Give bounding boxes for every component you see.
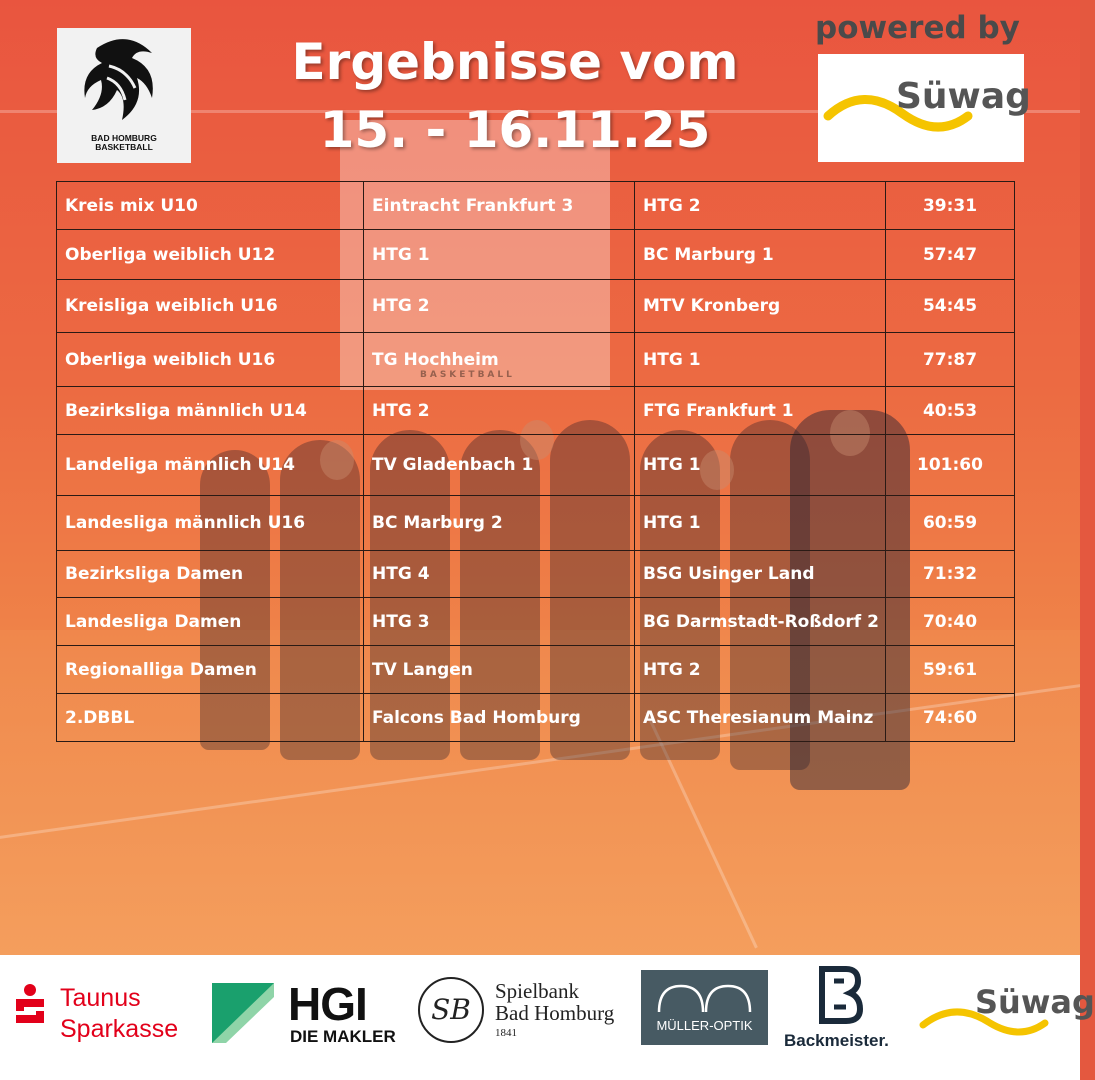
result-row [57,646,1015,694]
away-team-cell: BC Marburg 1 [635,230,886,280]
score-cell: 40:53 [886,387,1015,435]
score-cell: 71:32 [886,551,1015,598]
away-team-cell: HTG 1 [635,435,886,496]
away-team-cell: FTG Frankfurt 1 [635,387,886,435]
spielbank-year: 1841 [495,1027,517,1039]
league-cell: Landesliga Damen [57,598,364,646]
home-team-cell: HTG 1 [364,230,635,280]
league-cell: Oberliga weiblich U16 [57,333,364,387]
sparkasse-line1: Taunus [60,984,141,1012]
home-team-cell: HTG 2 [364,280,635,333]
score-cell: 57:47 [886,230,1015,280]
home-team-cell: TV Gladenbach 1 [364,435,635,496]
result-row [57,182,1015,230]
result-row [57,387,1015,435]
home-team-cell: Falcons Bad Homburg [364,694,635,742]
league-cell: 2.DBBL [57,694,364,742]
league-cell: Landeliga männlich U14 [57,435,364,496]
score-cell: 70:40 [886,598,1015,646]
powered-by-label: powered by [815,10,1020,46]
away-team-cell: ASC Theresianum Mainz [635,694,886,742]
suewag-header-word: Süwag [896,76,1031,117]
home-team-cell: HTG 3 [364,598,635,646]
page-title-line2: 15. - 16.11.25 [319,101,711,159]
club-logo [57,28,191,163]
league-cell: Landesliga männlich U16 [57,496,364,551]
home-team-cell: HTG 4 [364,551,635,598]
result-row [57,694,1015,742]
away-team-cell: HTG 2 [635,646,886,694]
away-team-cell: HTG 1 [635,333,886,387]
hgi-logo-sub: DIE MAKLER [290,1027,396,1046]
result-row [57,435,1015,496]
home-team-cell: Eintracht Frankfurt 3 [364,182,635,230]
score-cell: 77:87 [886,333,1015,387]
home-team-cell: BC Marburg 2 [364,496,635,551]
home-team-cell: HTG 2 [364,387,635,435]
result-row [57,496,1015,551]
eagle-icon [57,28,191,133]
league-cell: Bezirksliga Damen [57,551,364,598]
glasses-icon [641,974,768,1019]
page-title-line1: Ergebnisse vom [291,33,739,91]
mueller-optik-logo [641,970,768,1045]
hgi-logo-name: HGI [288,978,367,1030]
sponsor-footer [0,955,1095,1080]
away-team-cell: HTG 1 [635,496,886,551]
home-team-cell: TV Langen [364,646,635,694]
result-row [57,333,1015,387]
score-cell: 59:61 [886,646,1015,694]
hgi-mark-icon [212,983,274,1043]
league-cell: Oberliga weiblich U12 [57,230,364,280]
spielbank-line2: Bad Homburg [495,1001,615,1025]
sparkasse-s-icon [10,983,50,1036]
club-logo-line1: BAD HOMBURG [91,133,157,143]
result-row [57,280,1015,333]
score-cell: 74:60 [886,694,1015,742]
league-cell: Bezirksliga männlich U14 [57,387,364,435]
home-team-cell: TG Hochheim [364,333,635,387]
suewag-footer-word: Süwag [975,983,1095,1021]
club-logo-line2: BASKETBALL [95,142,153,152]
club-logo-text [57,134,191,152]
score-cell: 54:45 [886,280,1015,333]
league-cell: Kreisliga weiblich U16 [57,280,364,333]
suewag-header-logo [818,54,1031,162]
spielbank-mark: SB [418,977,484,1043]
sparkasse-line2: Sparkasse [60,1015,179,1043]
spielbank-logo [495,980,614,1024]
sparkasse-logo [60,983,178,1045]
spielbank-line1: Spielbank [495,979,579,1003]
result-row [57,551,1015,598]
away-team-cell: BSG Usinger Land [635,551,886,598]
score-cell: 60:59 [886,496,1015,551]
club-banner-text: BASKETBALL [420,370,515,380]
away-team-cell: BG Darmstadt-Roßdorf 2 [635,598,886,646]
result-row [57,598,1015,646]
sparkasse-mark-icon [10,983,50,1027]
results-table [56,181,1015,742]
mueller-optik-text: MÜLLER-OPTIK [656,1018,753,1033]
league-cell: Regionalliga Damen [57,646,364,694]
score-cell: 39:31 [886,182,1015,230]
backmeister-b-icon [818,967,864,1023]
backmeister-text: Backmeister. [784,1031,889,1050]
result-row [57,230,1015,280]
away-team-cell: HTG 2 [635,182,886,230]
score-cell: 101:60 [886,435,1015,496]
league-cell: Kreis mix U10 [57,182,364,230]
away-team-cell: MTV Kronberg [635,280,886,333]
